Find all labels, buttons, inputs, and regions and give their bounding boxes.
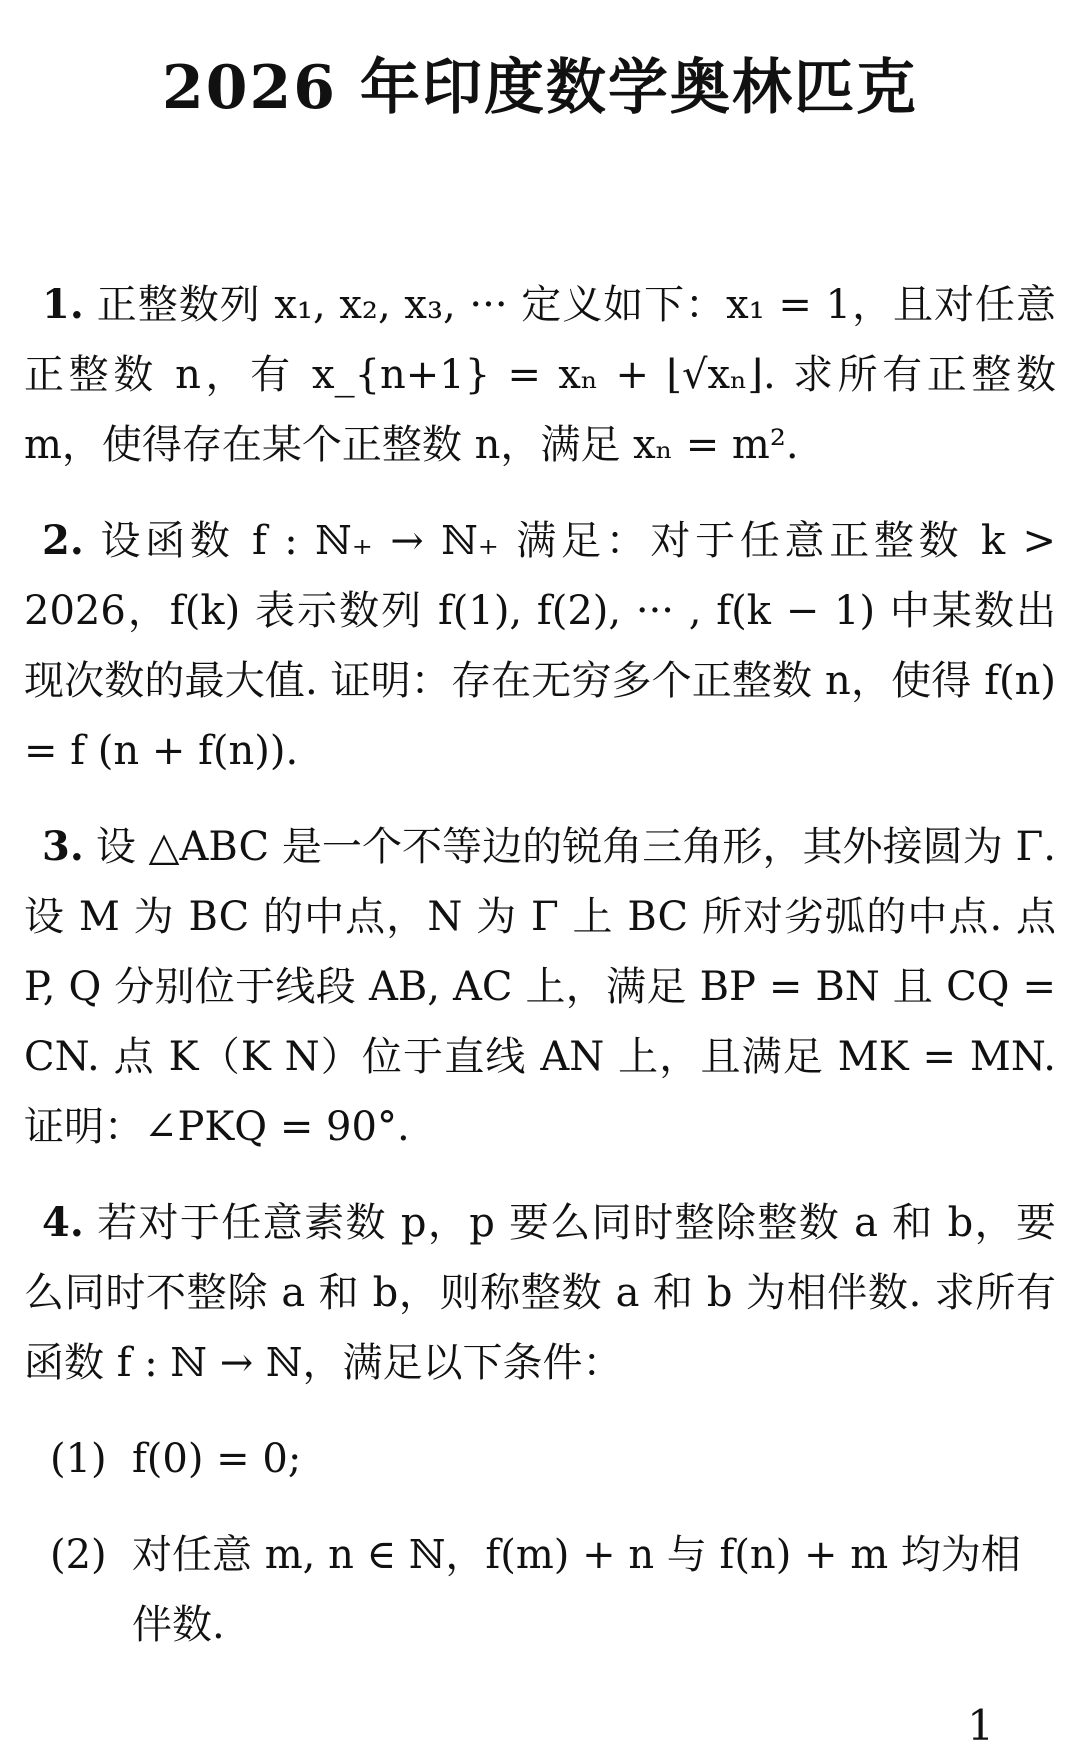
page-number: 1: [967, 1701, 994, 1750]
problem-text: 正整数列 x₁, x₂, x₃, ··· 定义如下：x₁ = 1，且对任意正整数 n，有 x_{n+1} = xₙ + ⌊√xₙ⌋. 求所有正整数 m，使得存在某个正整数 n，满足 xₙ = m².: [24, 282, 1056, 468]
condition-text: 对任意 m, n ∈ ℕ，f(m) + n 与 f(n) + m 均为相伴数.: [132, 1532, 1021, 1648]
problem-number: 4.: [42, 1199, 84, 1246]
condition-label: (2): [50, 1532, 107, 1578]
condition-item: [24, 1424, 1056, 1494]
problem-4: [24, 1188, 1056, 1398]
page-title: 2026 年印度数学奥林匹克: [162, 53, 918, 123]
problem-3: [24, 812, 1056, 1162]
condition-label: (1): [50, 1436, 107, 1482]
condition-list: [24, 1424, 1056, 1660]
problem-2: [24, 506, 1056, 786]
problem-list: [24, 270, 1056, 1686]
problem-1: [24, 270, 1056, 480]
problem-text: 设函数 f : ℕ₊ → ℕ₊ 满足：对于任意正整数 k > 2026，f(k) 表示数列 f(1), f(2), ··· , f(k − 1) 中某数出现次数的最大值. 证明：存在无穷多个正整数 n，使得 f(n) = f (n + f(n)).: [24, 518, 1056, 774]
problem-number: 2.: [42, 517, 84, 564]
condition-item: [24, 1520, 1056, 1660]
problem-text: 若对于任意素数 p，p 要么同时整除整数 a 和 b，要么同时不整除 a 和 b，则称整数 a 和 b 为相伴数. 求所有函数 f : ℕ → ℕ，满足以下条件：: [24, 1200, 1056, 1386]
problem-text: 设 △ABC 是一个不等边的锐角三角形，其外接圆为 Γ. 设 M 为 BC 的中点，N 为 Γ 上 BC 所对劣弧的中点. 点 P, Q 分别位于线段 AB, AC 上，满足 BP = BN 且 CQ = CN. 点 K（K N）位于直线 AN 上，且满足 MK = MN. 证明：∠PKQ = 90°.: [24, 824, 1056, 1150]
problem-number: 3.: [42, 823, 84, 870]
problem-number: 1.: [42, 281, 84, 328]
condition-text: f(0) = 0;: [132, 1436, 302, 1482]
